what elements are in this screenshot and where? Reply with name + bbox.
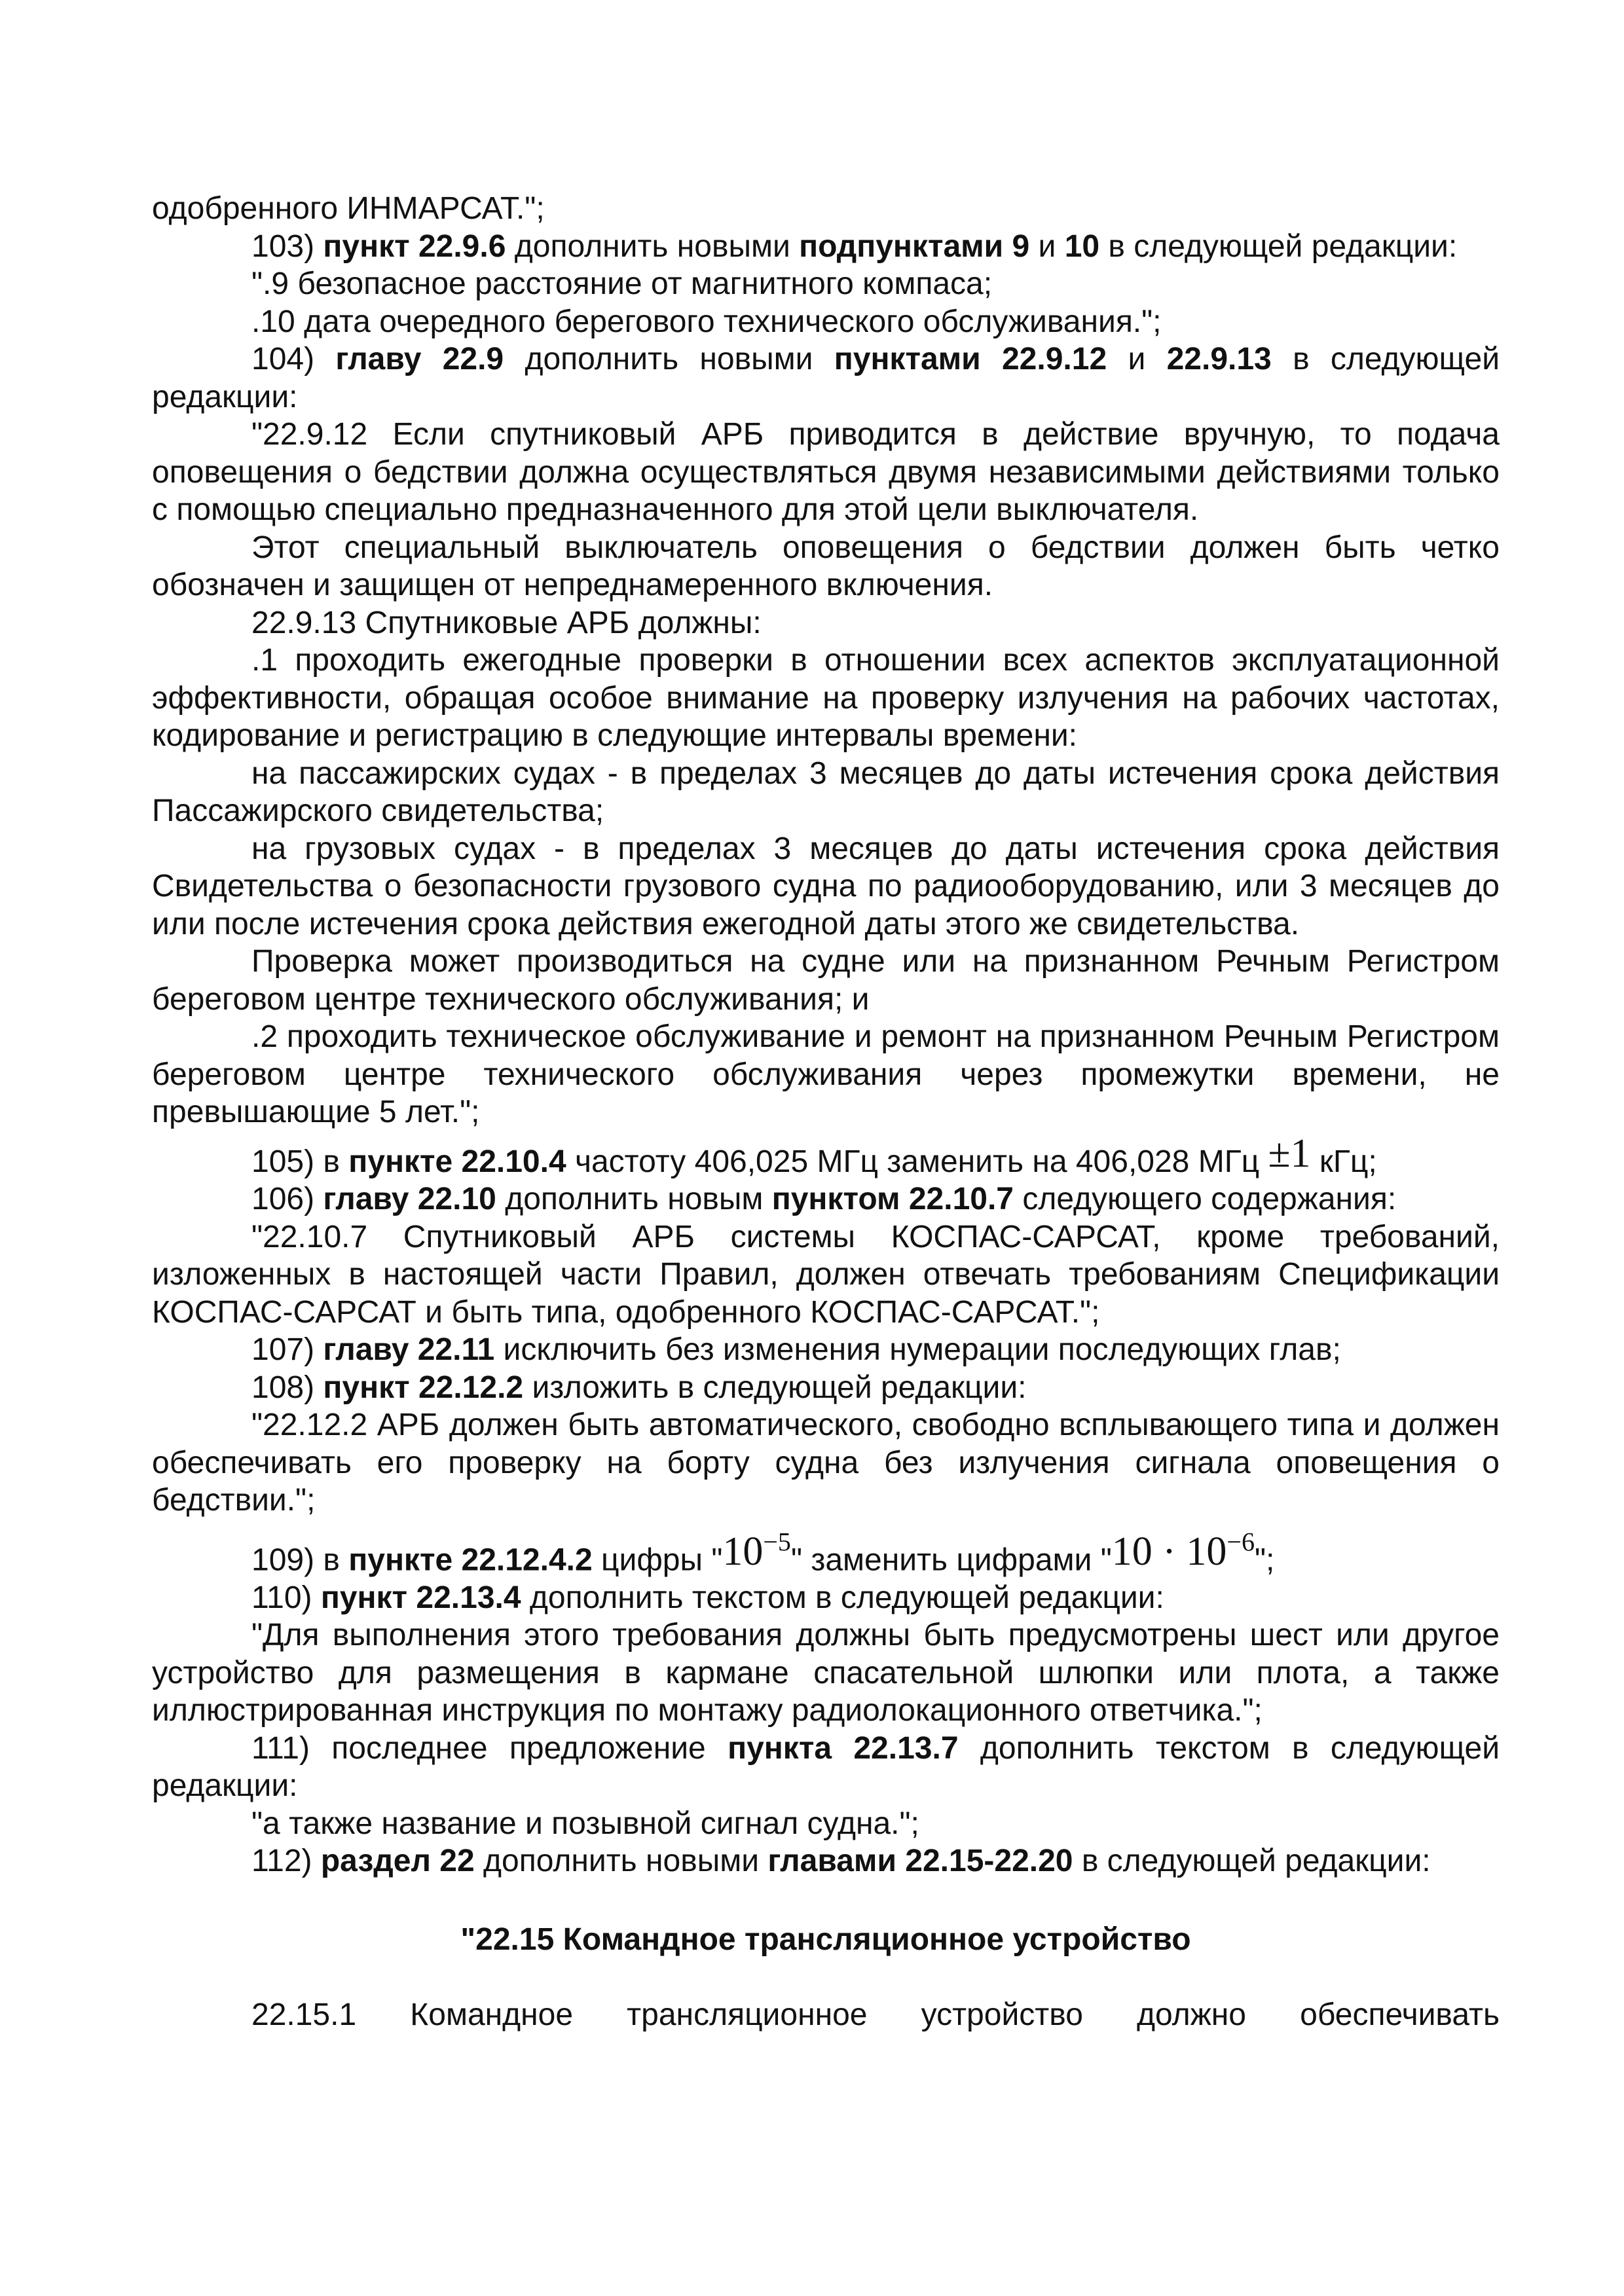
item-111: 111) последнее предложение пункта 22.13.7 дополнить текстом в следующей редакции: [152,1730,1500,1804]
paragraph: на грузовых судах - в пределах 3 месяцев до даты истечения срока действия Свидетельства о безопасности грузового судна по радиооборудованию, или 3 месяцев до или после истечения срока действия ежегодной даты этого же свидетельства. [152,831,1500,941]
formula-plus-minus: ±1 [1268,1131,1311,1176]
formula-old: $10^{-5}$ [722,1527,791,1575]
paragraph: 22.15.1 Командное трансляционное устройство должно обеспечивать [251,1997,1500,2033]
paragraph: Этот специальный выключатель оповещения о бедствии должен быть четко обозначен и защищен от непреднамеренного включения. [152,530,1500,602]
paragraph: "22.12.2 АРБ должен быть автоматического, свободно всплывающего типа и должен обеспечивать его проверку на борту судна без излучения сигнала оповещения о бедствии."; [152,1408,1500,1518]
item-103: 103) пункт 22.9.6 дополнить новыми подпунктами 9 и 10 в следующей редакции: [251,228,1458,264]
paragraph: "22.9.12 Если спутниковый АРБ приводится в действие вручную, то подача оповещения о бедствии должна осуществляться двумя независимыми действиями только с помощью специально предназначенного для этой цели выключателя. [152,417,1500,527]
paragraph: "22.10.7 Спутниковый АРБ системы КОСПАС-САРСАТ, кроме требований, изложенных в настоящей части Правил, должен отвечать требованиям Спецификации КОСПАС-САРСАТ и быть типа, одобренного КОСПАС-САРСАТ."; [152,1219,1500,1330]
item-109: 109) в пункте 22.12.4.2 цифры "$10^{-5}$" заменить цифрами "$10 \cdot 10^{-6}$"; [251,1527,1275,1578]
item-106: 106) главу 22.10 дополнить новым пунктом 22.10.7 следующего содержания: [251,1182,1397,1216]
paragraph: .10 дата очередного берегового технического обслуживания."; [251,304,1162,339]
paragraph: .2 проходить техническое обслуживание и ремонт на признанном Речным Регистром береговом центре технического обслуживания через промежутки времени, не превышающие 5 лет."; [152,1019,1500,1129]
item-104: 104) главу 22.9 дополнить новыми пунктами 22.9.12 и 22.9.13 в следующей редакции: [152,342,1500,414]
item-107: 107) главу 22.11 исключить без изменения нумерации последующих глав; [251,1332,1341,1367]
paragraph: Проверка может производиться на судне или на признанном Речным Регистром береговом центре технического обслуживания; и [152,944,1500,1017]
paragraph: на пассажирских судах - в пределах 3 месяцев до даты истечения срока действия Пассажирского свидетельства; [152,756,1500,828]
paragraph: "а также название и позывной сигнал судна."; [251,1806,919,1841]
paragraph: одобренного ИНМАРСАТ."; [152,191,545,226]
paragraph: "Для выполнения этого требования должны быть предусмотрены шест или другое устройство для размещения в кармане спасательной шлюпки или плота, а также иллюстрированная инструкция по монтажу радиолокационного ответчика."; [152,1618,1500,1728]
paragraph: .1 проходить ежегодные проверки в отношении всех аспектов эксплуатационной эффективности, обращая особое внимание на проверку излучения на рабочих частотах, кодирование и регистрацию в следующие интервалы времени: [152,643,1500,753]
item-105: 105) в пункте 22.10.4 частоту 406,025 МГц заменить на 406,028 МГц ±1 кГц; [251,1131,1377,1179]
paragraph: ".9 безопасное расстояние от магнитного компаса; [251,266,993,301]
item-108: 108) пункт 22.12.2 изложить в следующей редакции: [251,1370,1027,1405]
document-page [152,190,1500,2034]
item-112: 112) раздел 22 дополнить новыми главами 22.15-22.20 в следующей редакции: [251,1844,1431,1879]
item-110: 110) пункт 22.13.4 дополнить текстом в следующей редакции: [251,1580,1164,1615]
paragraph: 22.9.13 Спутниковые АРБ должны: [251,605,762,640]
section-heading: "22.15 Командное трансляционное устройство [460,1922,1191,1957]
formula-new: $10 \cdot 10^{-6}$ [1111,1527,1255,1575]
